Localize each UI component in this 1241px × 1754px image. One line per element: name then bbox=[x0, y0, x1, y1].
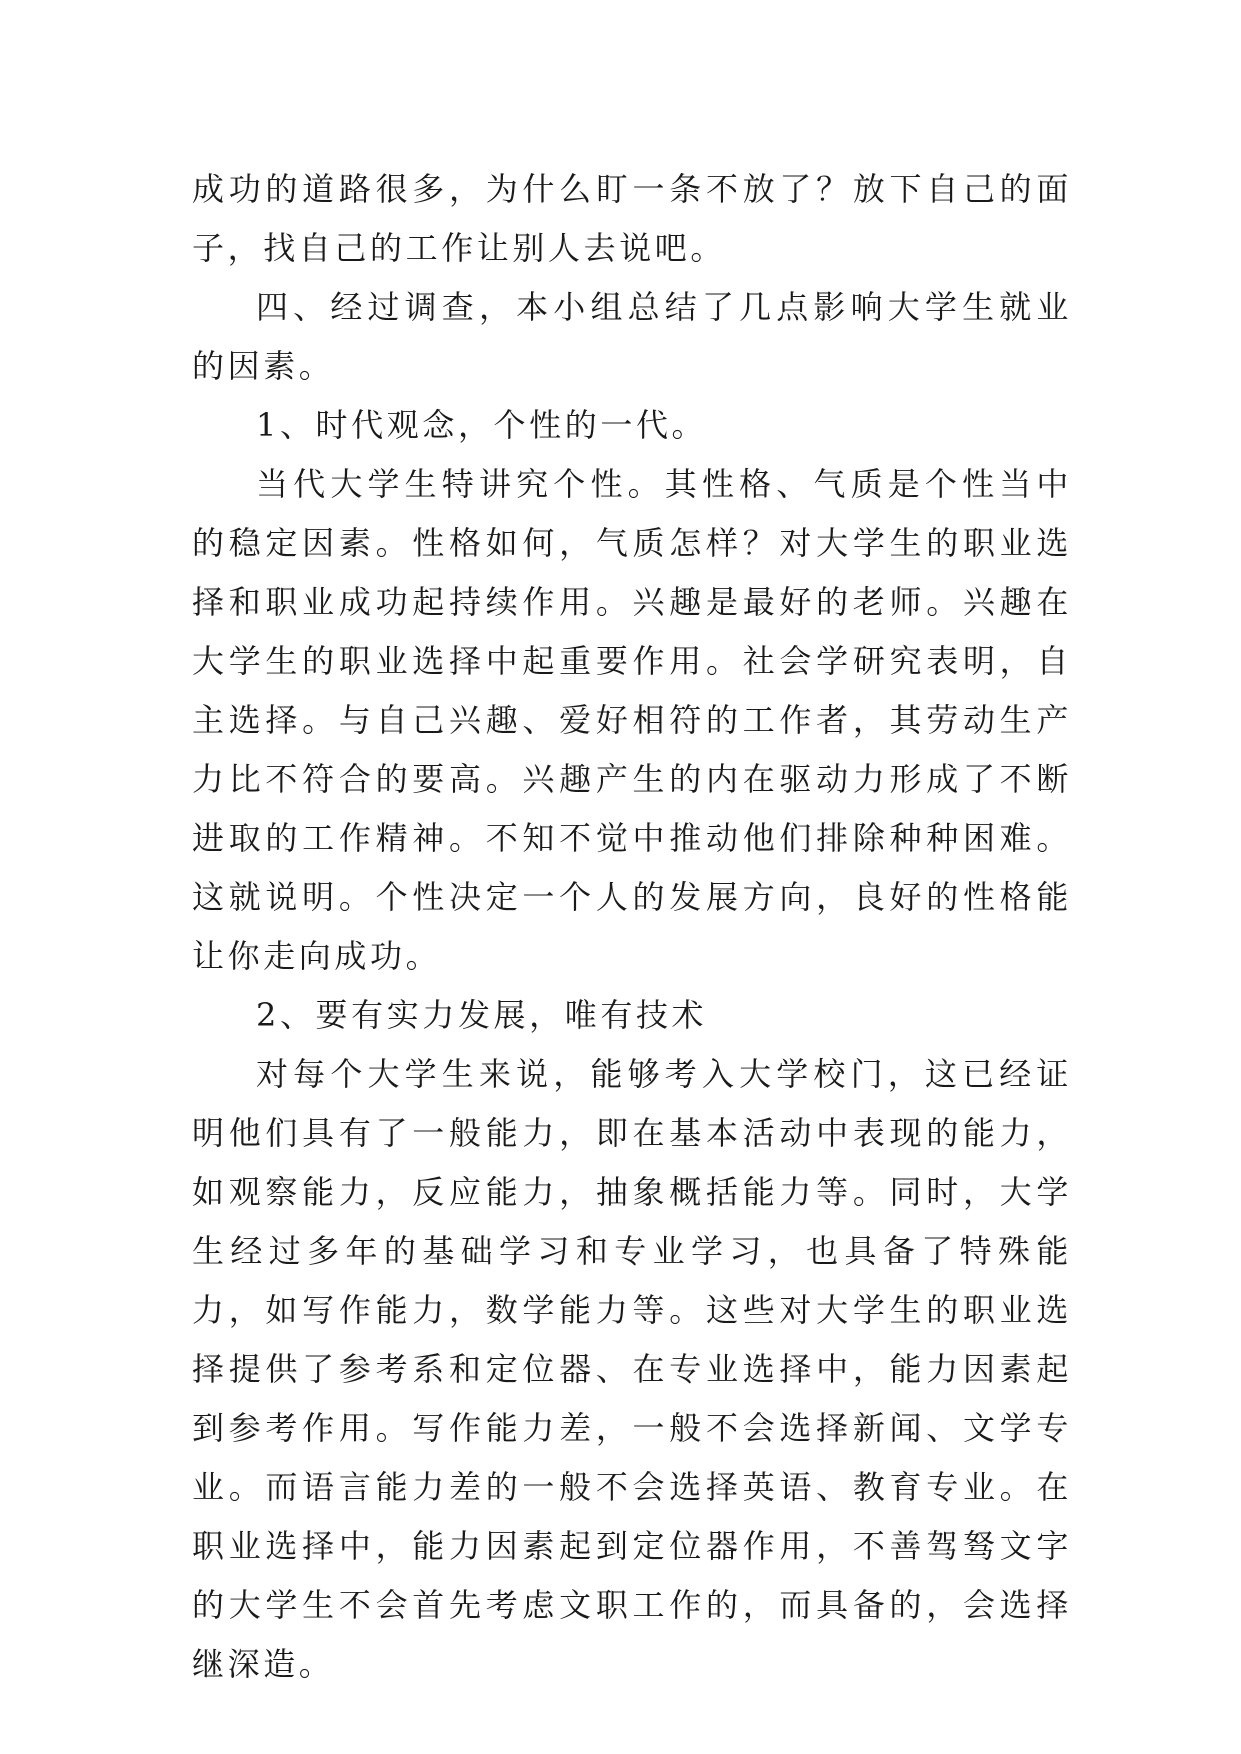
paragraph-personality: 当代大学生特讲究个性。其性格、气质是个性当中的稳定因素。性格如何，气质怎样？对大学生的职业选择和职业成功起持续作用。兴趣是最好的老师。兴趣在大学生的职业选择中起重要作用。社会学研究表明，自主选择。与自己兴趣、爱好相符的工作者，其劳动生产力比不符合的要高。兴趣产生的内在驱动力形成了不断进取的工作精神。不知不觉中推动他们排除种种困难。这就说明。个性决定一个人的发展方向，良好的性格能让你走向成功。 bbox=[192, 465, 1072, 975]
document-body bbox=[192, 160, 1072, 1694]
section-heading-four: 四、经过调查，本小组总结了几点影响大学生就业的因素。 bbox=[192, 288, 1072, 385]
subheading-1: 1、时代观念，个性的一代。 bbox=[256, 406, 708, 444]
paragraph-continuation: 成功的道路很多，为什么盯一条不放了？放下自己的面子，找自己的工作让别人去说吧。 bbox=[192, 170, 1072, 267]
subheading-2: 2、要有实力发展，唯有技术 bbox=[256, 996, 708, 1034]
paragraph-ability: 对每个大学生来说，能够考入大学校门，这已经证明他们具有了一般能力，即在基本活动中表现的能力，如观察能力，反应能力，抽象概括能力等。同时，大学生经过多年的基础学习和专业学习，也具备了特殊能力，如写作能力，数学能力等。这些对大学生的职业选择提供了参考系和定位器、在专业选择中，能力因素起到参考作用。写作能力差，一般不会选择新闻、文学专业。而语言能力差的一般不会选择英语、教育专业。在职业选择中，能力因素起到定位器作用，不善驾驽文字的大学生不会首先考虑文职工作的，而具备的，会选择继深造。 bbox=[192, 1055, 1072, 1683]
